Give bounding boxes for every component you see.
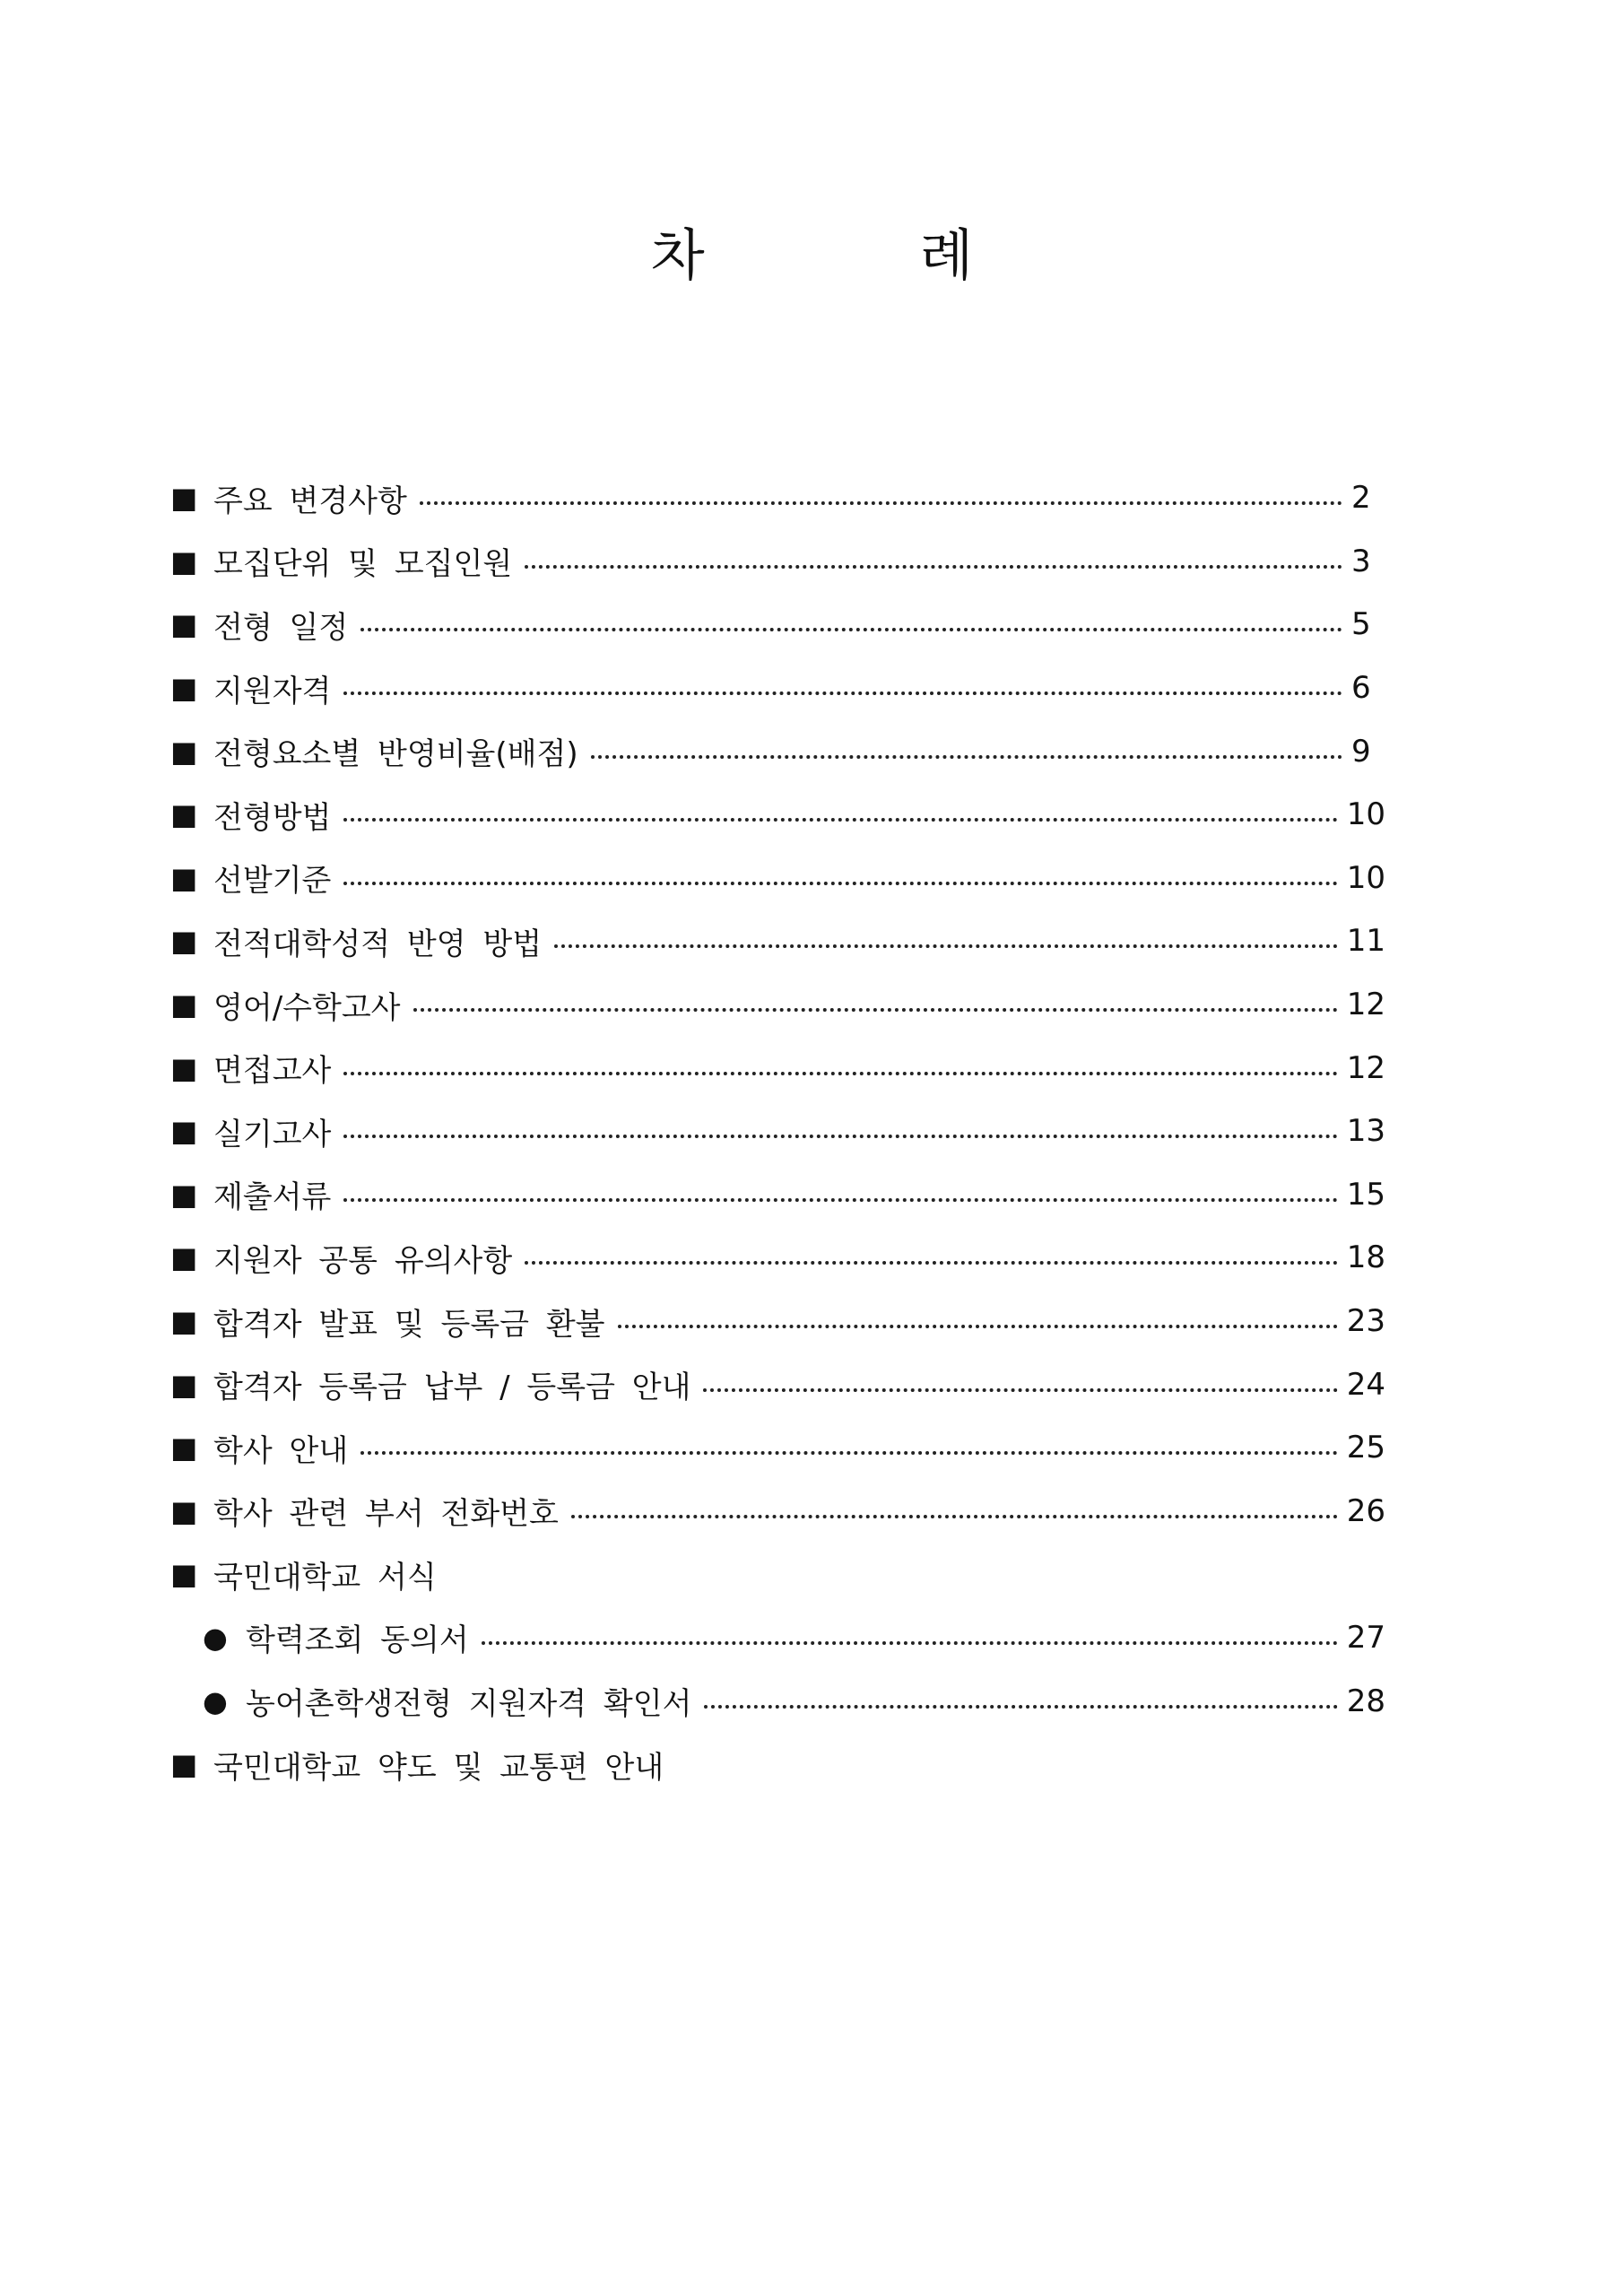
toc-entry-label: 모집단위 및 모집인원 bbox=[213, 546, 513, 583]
toc-entry[interactable] bbox=[170, 1733, 1385, 1796]
toc-entry-page: 9 bbox=[1351, 733, 1371, 770]
toc-subentry[interactable] bbox=[170, 1669, 1385, 1733]
square-bullet-icon: ■ bbox=[170, 1367, 198, 1402]
square-bullet-icon: ■ bbox=[170, 860, 198, 895]
square-bullet-icon: ■ bbox=[170, 1493, 198, 1528]
toc-entry-page: 28 bbox=[1346, 1683, 1385, 1719]
dot-leader bbox=[420, 501, 1342, 505]
toc-entry[interactable] bbox=[170, 909, 1385, 973]
toc-section-heading[interactable] bbox=[170, 1543, 1385, 1606]
square-bullet-icon: ■ bbox=[170, 1747, 198, 1782]
toc-entry[interactable] bbox=[170, 1100, 1385, 1163]
toc-entry-page: 10 bbox=[1346, 796, 1385, 833]
dot-leader bbox=[343, 1198, 1337, 1202]
square-bullet-icon: ■ bbox=[170, 671, 198, 706]
square-bullet-icon: ■ bbox=[170, 607, 198, 642]
toc-entry-label: 선발기준 bbox=[213, 863, 332, 900]
table-of-contents bbox=[170, 466, 1385, 1796]
toc-entry-label: 국민대학교 약도 및 교통편 안내 bbox=[213, 1749, 664, 1786]
toc-entry-page: 23 bbox=[1346, 1303, 1385, 1340]
toc-entry-page: 26 bbox=[1346, 1492, 1385, 1529]
toc-entry-page: 12 bbox=[1346, 1049, 1385, 1086]
square-bullet-icon: ■ bbox=[170, 734, 198, 769]
square-bullet-icon: ■ bbox=[170, 924, 198, 959]
dot-leader bbox=[571, 1515, 1338, 1518]
square-bullet-icon: ■ bbox=[170, 1431, 198, 1465]
toc-entry[interactable] bbox=[170, 1290, 1385, 1353]
toc-entry[interactable] bbox=[170, 1416, 1385, 1480]
toc-entry[interactable] bbox=[170, 783, 1385, 847]
toc-entry-page: 12 bbox=[1346, 987, 1385, 1023]
toc-entry[interactable] bbox=[170, 973, 1385, 1037]
dot-leader bbox=[525, 1261, 1338, 1265]
dot-leader bbox=[413, 1008, 1338, 1012]
square-bullet-icon: ■ bbox=[170, 797, 198, 832]
toc-entry[interactable] bbox=[170, 1352, 1385, 1416]
toc-entry-label: 전형요소별 반영비율(배점) bbox=[213, 736, 578, 773]
square-bullet-icon: ■ bbox=[170, 987, 198, 1022]
square-bullet-icon: ■ bbox=[170, 1177, 198, 1212]
toc-entry-page: 6 bbox=[1351, 670, 1371, 707]
toc-entry-label: 지원자격 bbox=[213, 673, 332, 709]
square-bullet-icon: ■ bbox=[170, 1050, 198, 1085]
dot-leader bbox=[343, 691, 1342, 695]
toc-entry-page: 11 bbox=[1346, 923, 1385, 960]
toc-entry-label: 전형 일정 bbox=[213, 609, 349, 646]
toc-entry[interactable] bbox=[170, 1036, 1385, 1100]
circle-bullet-icon: ● bbox=[203, 1683, 228, 1718]
toc-entry-page: 27 bbox=[1346, 1619, 1385, 1656]
dot-leader bbox=[591, 755, 1342, 759]
toc-entry-label: 합격자 등록금 납부 / 등록금 안내 bbox=[213, 1370, 691, 1406]
toc-entry-label: 주요 변경사항 bbox=[213, 483, 407, 519]
square-bullet-icon: ■ bbox=[170, 1557, 198, 1592]
toc-subentry[interactable] bbox=[170, 1606, 1385, 1670]
dot-leader bbox=[525, 565, 1342, 569]
dot-leader bbox=[703, 1388, 1337, 1392]
toc-entry-label: 학사 관련 부서 전화번호 bbox=[213, 1496, 559, 1533]
dot-leader bbox=[554, 944, 1338, 948]
dot-leader bbox=[360, 1451, 1338, 1455]
toc-entry-page: 18 bbox=[1346, 1239, 1385, 1276]
toc-entry-page: 10 bbox=[1346, 859, 1385, 896]
dot-leader bbox=[704, 1705, 1337, 1709]
toc-entry-label: 농어촌학생전형 지원자격 확인서 bbox=[246, 1686, 692, 1723]
toc-entry-label: 학력조회 동의서 bbox=[246, 1622, 469, 1659]
square-bullet-icon: ■ bbox=[170, 544, 198, 578]
dot-leader bbox=[360, 628, 1342, 631]
toc-entry[interactable] bbox=[170, 593, 1385, 657]
toc-entry-label: 학사 안내 bbox=[213, 1432, 349, 1469]
toc-entry[interactable] bbox=[170, 530, 1385, 594]
square-bullet-icon: ■ bbox=[170, 1304, 198, 1339]
toc-entry-label: 전적대학성적 반영 방법 bbox=[213, 926, 543, 962]
dot-leader bbox=[618, 1325, 1338, 1328]
toc-entry[interactable] bbox=[170, 1163, 1385, 1227]
toc-entry-page: 25 bbox=[1346, 1430, 1385, 1466]
toc-entry[interactable] bbox=[170, 1480, 1385, 1544]
toc-entry-page: 5 bbox=[1351, 606, 1371, 643]
dot-leader bbox=[343, 818, 1337, 822]
toc-entry[interactable] bbox=[170, 847, 1385, 910]
toc-entry[interactable] bbox=[170, 657, 1385, 720]
toc-entry-label: 국민대학교 서식 bbox=[213, 1559, 437, 1596]
dot-leader bbox=[482, 1641, 1338, 1645]
circle-bullet-icon: ● bbox=[203, 1620, 228, 1655]
toc-entry-page: 13 bbox=[1346, 1113, 1385, 1150]
toc-entry-label: 실기고사 bbox=[213, 1116, 332, 1152]
square-bullet-icon: ■ bbox=[170, 481, 198, 516]
toc-entry[interactable] bbox=[170, 719, 1385, 783]
dot-leader bbox=[343, 882, 1337, 885]
toc-entry-page: 15 bbox=[1346, 1176, 1385, 1213]
toc-entry-label: 제출서류 bbox=[213, 1179, 332, 1216]
square-bullet-icon: ■ bbox=[170, 1240, 198, 1275]
toc-entry-label: 전형방법 bbox=[213, 799, 332, 836]
page-title: 차 례 bbox=[650, 222, 1073, 288]
dot-leader bbox=[343, 1072, 1337, 1075]
square-bullet-icon: ■ bbox=[170, 1114, 198, 1149]
toc-entry-label: 지원자 공통 유의사항 bbox=[213, 1242, 513, 1279]
toc-entry[interactable] bbox=[170, 466, 1385, 530]
toc-entry-page: 24 bbox=[1346, 1366, 1385, 1403]
toc-entry-label: 영어/수학고사 bbox=[213, 989, 401, 1026]
dot-leader bbox=[343, 1135, 1337, 1138]
toc-entry-label: 합격자 발표 및 등록금 환불 bbox=[213, 1306, 605, 1343]
toc-entry-page: 2 bbox=[1351, 480, 1371, 517]
toc-entry-label: 면접고사 bbox=[213, 1053, 332, 1090]
toc-entry[interactable] bbox=[170, 1226, 1385, 1290]
toc-entry-page: 3 bbox=[1351, 543, 1371, 579]
